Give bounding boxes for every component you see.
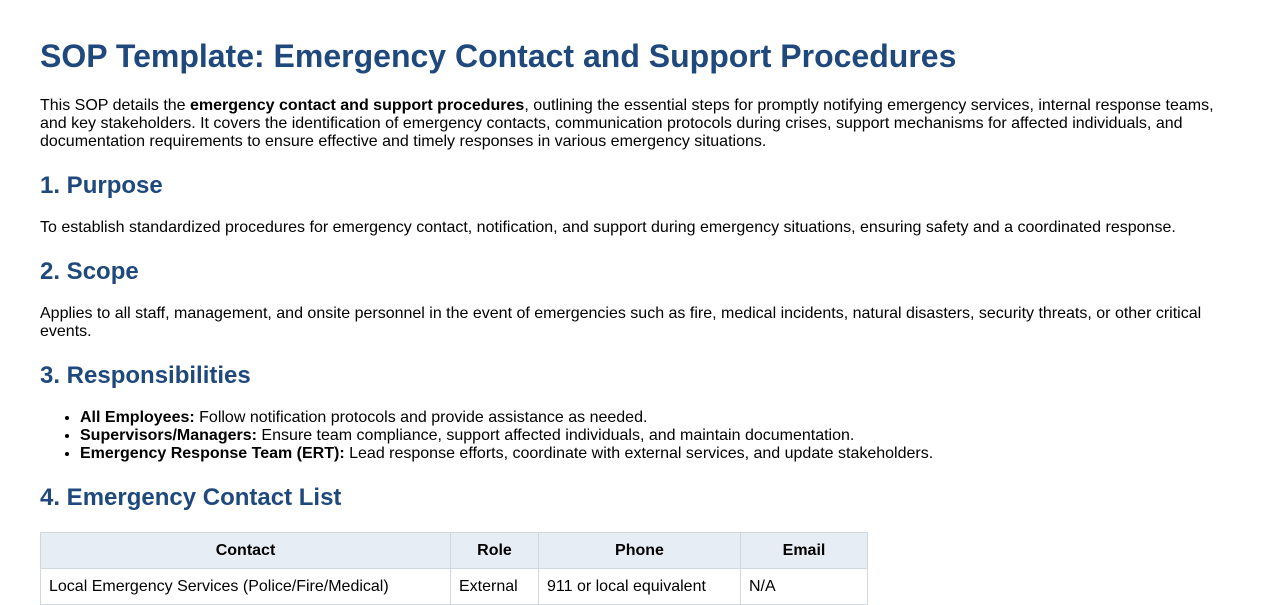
column-header-role: Role — [451, 533, 539, 569]
intro-text-end: , outlining the essential steps for promptly notifying emergency services, internal response teams, and key stakeholders. It covers the identification of emergency contacts, communication protocols during crises, support mechanisms for affected individuals, and documentation requirements to ensure effective and timely responses in various emergency situations. — [40, 97, 1214, 150]
column-header-email: Email — [741, 533, 868, 569]
responsibility-text: Ensure team compliance, support affected individuals, and maintain documentation. — [256, 427, 855, 444]
page-title: SOP Template: Emergency Contact and Support Procedures — [40, 38, 957, 74]
purpose-text: To establish standardized procedures for emergency contact, notification, and support during emergency situations, ensuring safety and a coordinated response. — [40, 219, 1176, 236]
intro-paragraph — [40, 97, 1223, 151]
cell-phone: 911 or local equivalent — [539, 569, 741, 605]
responsibility-role: All Employees: — [80, 409, 195, 426]
responsibility-text: Follow notification protocols and provide assistance as needed. — [194, 409, 648, 426]
responsibilities-list — [40, 409, 933, 463]
cell-email: N/A — [741, 569, 868, 605]
responsibility-role: Emergency Response Team (ERT): — [80, 445, 345, 462]
table-row — [41, 569, 868, 605]
intro-text-start: This SOP details the — [40, 97, 190, 114]
column-header-phone: Phone — [539, 533, 741, 569]
cell-role: External — [451, 569, 539, 605]
list-item — [80, 445, 933, 463]
column-header-contact: Contact — [41, 533, 451, 569]
emergency-contact-table — [40, 532, 868, 605]
cell-contact: Local Emergency Services (Police/Fire/Medical) — [41, 569, 451, 605]
intro-bold-text: emergency contact and support procedures — [190, 97, 525, 114]
responsibility-text: Lead response efforts, coordinate with external services, and update stakeholders. — [344, 445, 934, 462]
scope-heading: 2. Scope — [40, 258, 139, 285]
purpose-heading: 1. Purpose — [40, 172, 163, 199]
contact-list-heading: 4. Emergency Contact List — [40, 484, 342, 511]
scope-text: Applies to all staff, management, and onsite personnel in the event of emergencies such as fire, medical incidents, natural disasters, security threats, or other critical events. — [40, 305, 1202, 340]
list-item — [80, 427, 933, 445]
list-item — [80, 409, 933, 427]
responsibility-role: Supervisors/Managers: — [80, 427, 257, 444]
table-header-row — [41, 533, 868, 569]
responsibilities-heading: 3. Responsibilities — [40, 362, 251, 389]
